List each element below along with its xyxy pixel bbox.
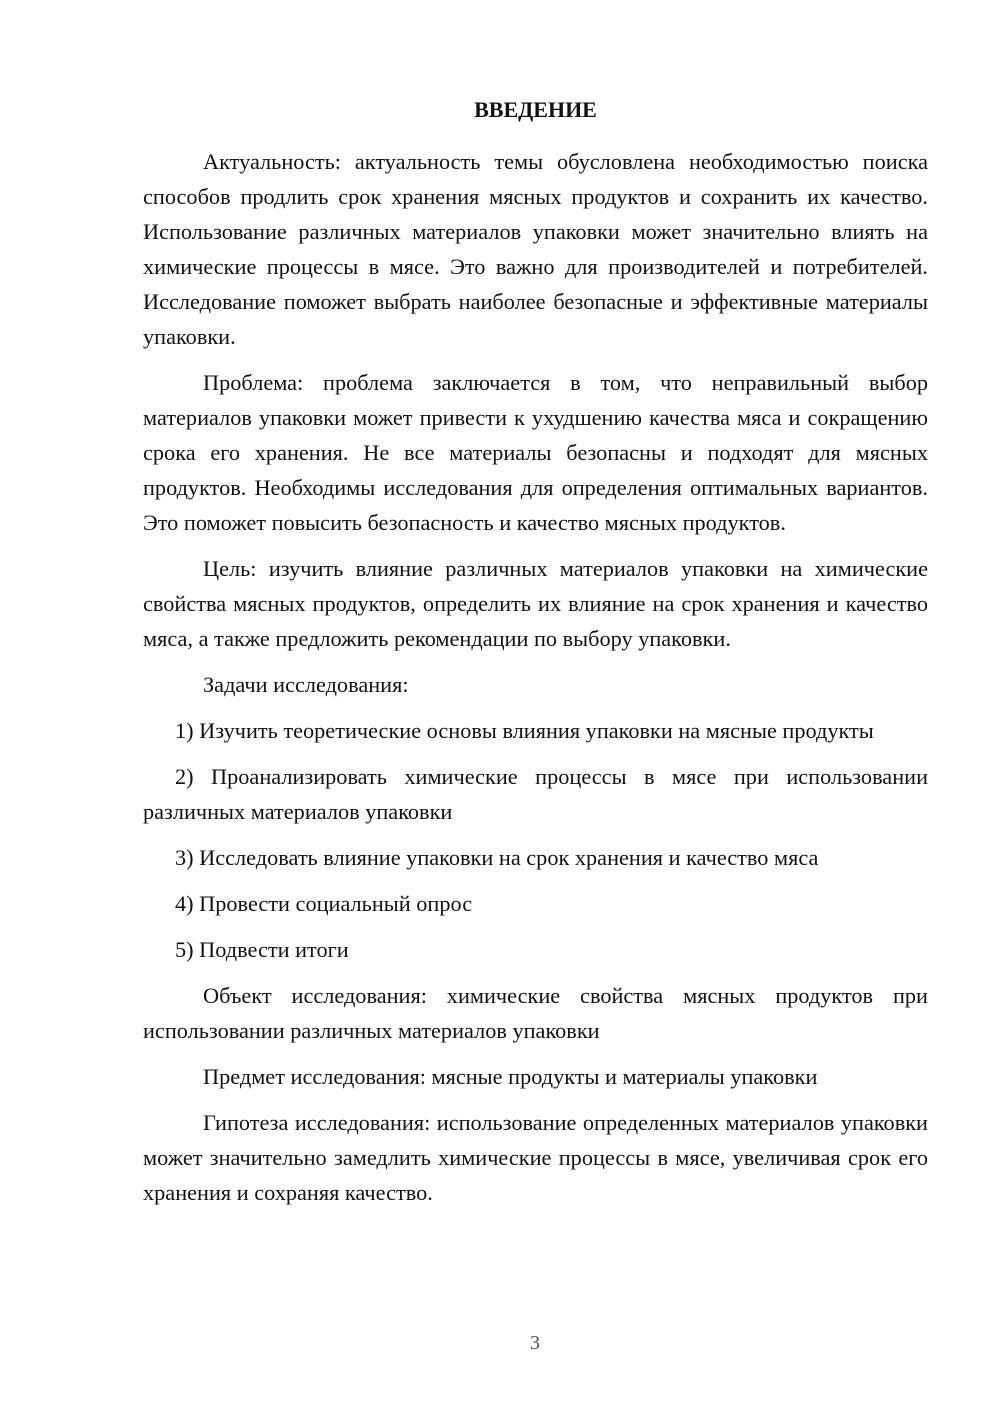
- task-item: 5) Подвести итоги: [175, 937, 349, 962]
- paragraph-problem: Проблема: проблема заключается в том, что неправильный выбор материалов упаковки может привести к ухудшению качества мяса и сокращению срока его хранения. Не все материалы безопасны и подходят для мясных продуктов. Необходимы исследования для определения оптимальных вариантов. Это поможет повысить безопасность и качество мясных продуктов.: [143, 370, 928, 535]
- task-item: 4) Провести социальный опрос: [175, 891, 473, 916]
- task-item: 3) Исследовать влияние упаковки на срок хранения и качество мяса: [175, 845, 819, 870]
- task-item: 1) Изучить теоретические основы влияния упаковки на мясные продукты: [175, 718, 874, 743]
- page-number: 3: [530, 1332, 540, 1354]
- section-title: ВВЕДЕНИЕ: [474, 97, 597, 122]
- paragraph-goal: Цель: изучить влияние различных материалов упаковки на химические свойства мясных продуктов, определить их влияние на срок хранения и качество мяса, а также предложить рекомендации по выбору упаковки.: [143, 556, 928, 651]
- document-page: [143, 92, 928, 1221]
- task-item: 2) Проанализировать химические процессы в мясе при использовании различных материалов упаковки: [143, 764, 928, 824]
- paragraph-subject: Предмет исследования: мясные продукты и материалы упаковки: [203, 1064, 818, 1089]
- paragraph-hypothesis: Гипотеза исследования: использование определенных материалов упаковки может значительно замедлить химические процессы в мясе, увеличивая срок его хранения и сохраняя качество.: [143, 1110, 928, 1205]
- paragraph-relevance: Актуальность: актуальность темы обусловлена необходимостью поиска способов продлить срок хранения мясных продуктов и сохранить их качество. Использование различных материалов упаковки может значительно влиять на химические процессы в мясе. Это важно для производителей и потребителей. Исследование поможет выбрать наиболее безопасные и эффективные материалы упаковки.: [143, 149, 928, 349]
- paragraph-object: Объект исследования: химические свойства мясных продуктов при использовании различных материалов упаковки: [143, 983, 928, 1043]
- tasks-heading: Задачи исследования:: [203, 672, 409, 697]
